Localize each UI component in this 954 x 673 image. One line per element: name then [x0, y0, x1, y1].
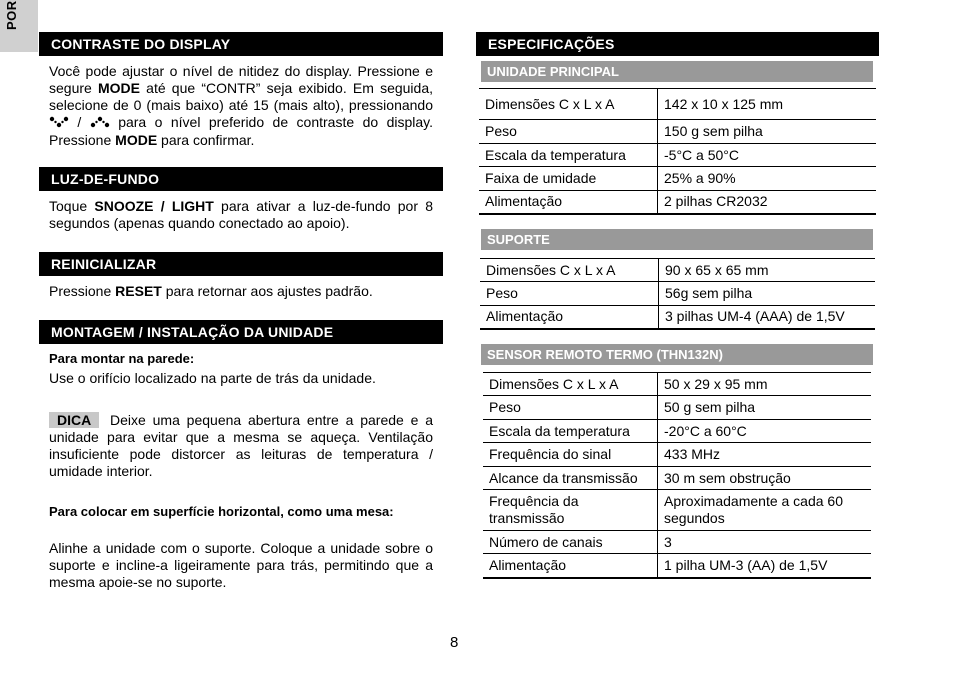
arrow-up-icon [90, 115, 110, 132]
page-number: 8 [450, 634, 459, 651]
spec-table-principal [479, 88, 876, 215]
mesa-title: Para colocar em superfície horizontal, como uma mesa: [49, 504, 394, 519]
table-row: Peso 56g sem pilha [480, 282, 875, 306]
arrow-down-icon [49, 115, 69, 132]
spec-table-sensor [483, 372, 871, 579]
language-tab [0, 0, 38, 52]
subheader-unidade-principal: UNIDADE PRINCIPAL [481, 61, 873, 82]
table-row: Número de canais 3 [483, 531, 871, 554]
dica-text: DICA Deixe uma pequena abertura entre a parede e a unidade para evitar que a mesma se aqueça. Ventilação insuficiente pode distorcer as leituras de temperatura / umidade interior. [49, 412, 433, 479]
table-row: Dimensões C x L x A 90 x 65 x 65 mm [480, 259, 875, 282]
table-row: Alimentação 1 pilha UM-3 (AA) de 1,5V [483, 554, 871, 578]
contraste-text: Você pode ajustar o nível de nitidez do display. Pressione e segure MODE até que “CONTR” seja exibido. Em seguida, selecione de 0 (mais baixo) até 15 (mais alto), pressionando / para o nível preferido de contraste do display. Pressione MODE para confirmar. [49, 63, 434, 148]
section-header-luz: LUZ-DE-FUNDO [39, 167, 443, 191]
table-row: Escala da temperatura -20°C a 60°C [483, 420, 871, 443]
table-row: Peso 50 g sem pilha [483, 396, 871, 420]
table-row: Alimentação 2 pilhas CR2032 [479, 191, 876, 214]
table-row: Peso 150 g sem pilha [479, 120, 876, 144]
spec-table-suporte [480, 258, 875, 330]
table-row: Faixa de umidade 25% a 90% [479, 167, 876, 191]
table-row: Frequência da transmissão Aproximadamente a cada 60 segundos [483, 490, 871, 531]
language-label: POR [4, 0, 19, 30]
table-row: Dimensões C x L x A 50 x 29 x 95 mm [483, 373, 871, 396]
parede-text: Use o orifício localizado na parte de trás da unidade. [49, 370, 376, 386]
luz-text: Toque SNOOZE / LIGHT para ativar a luz-de-fundo por 8 segundos (apenas quando conectado ao apoio). [49, 198, 433, 231]
subheader-sensor: SENSOR REMOTO TERMO (THN132N) [481, 344, 873, 365]
table-row: Dimensões C x L x A 142 x 10 x 125 mm [479, 89, 876, 120]
table-row: Frequência do sinal 433 MHz [483, 443, 871, 467]
table-row: Alimentação 3 pilhas UM-4 (AAA) de 1,5V [480, 306, 875, 329]
subheader-suporte: SUPORTE [481, 229, 873, 250]
section-header-reiniciar: REINICIALIZAR [39, 252, 443, 276]
mesa-text: Alinhe a unidade com o suporte. Coloque a unidade sobre o suporte e incline-a ligeiramente para trás, permitindo que a mesma apoie-se no suporte. [49, 540, 433, 590]
reiniciar-text: Pressione RESET para retornar aos ajustes padrão. [49, 283, 373, 299]
section-header-montagem: MONTAGEM / INSTALAÇÃO DA UNIDADE [39, 320, 443, 344]
dica-badge: DICA [49, 412, 99, 428]
section-header-especificacoes: ESPECIFICAÇÕES [476, 32, 879, 56]
section-header-contraste: CONTRASTE DO DISPLAY [39, 32, 443, 56]
parede-title: Para montar na parede: [49, 351, 195, 366]
table-row: Escala da temperatura -5°C a 50°C [479, 144, 876, 167]
table-row: Alcance da transmissão 30 m sem obstrução [483, 467, 871, 490]
